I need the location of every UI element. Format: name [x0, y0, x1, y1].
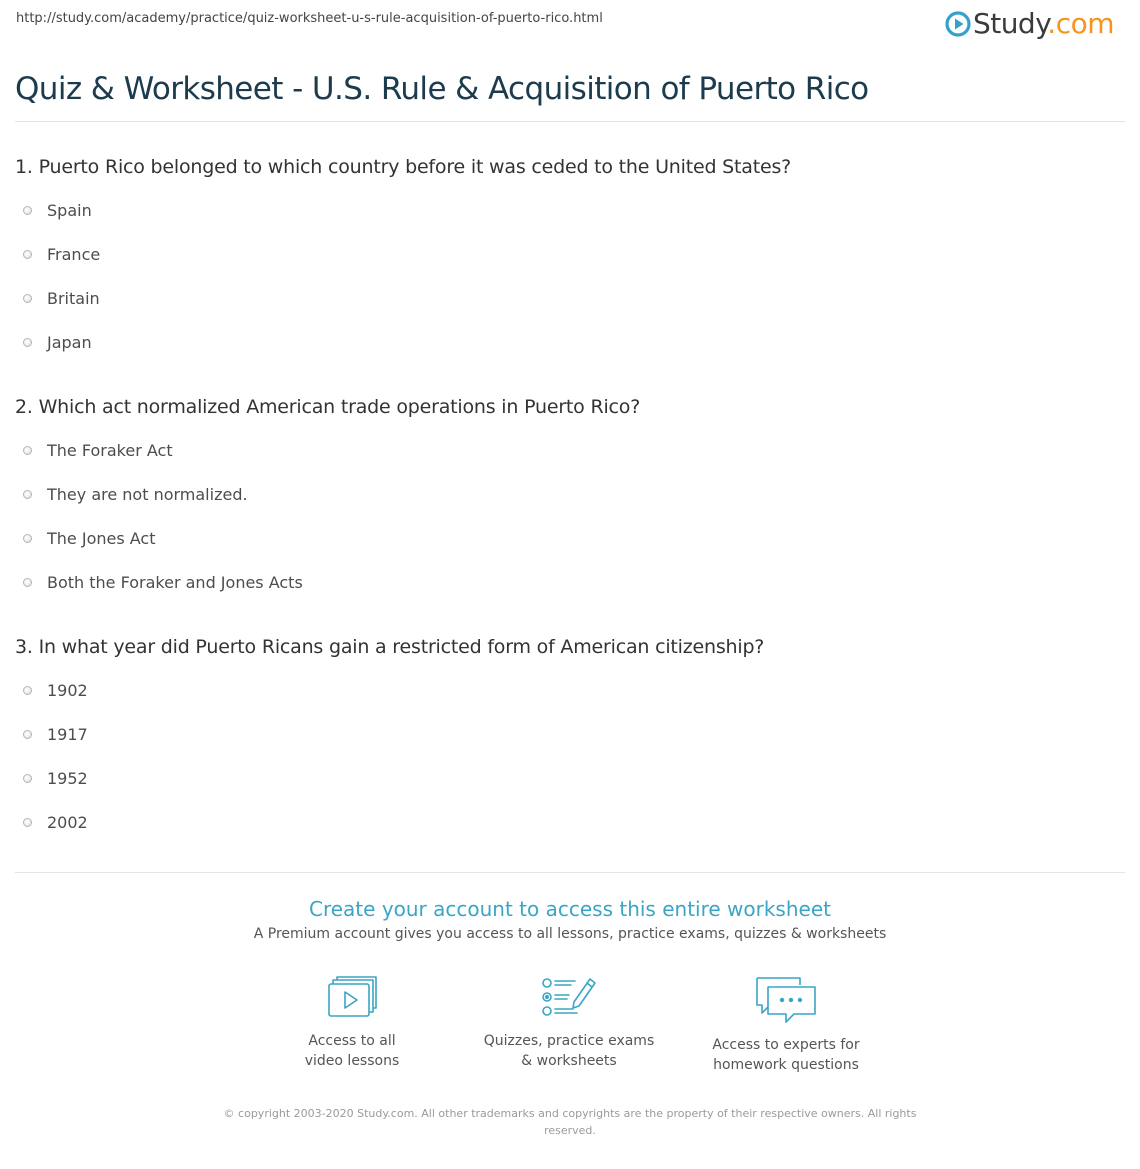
- question-text: 1. Puerto Rico belonged to which country before it was ceded to the United States?: [15, 156, 792, 178]
- radio-button[interactable]: [23, 774, 32, 783]
- answer-label: 1917: [47, 724, 88, 744]
- answer-option[interactable]: [23, 438, 173, 462]
- answer-label: They are not normalized.: [47, 484, 248, 504]
- answer-option[interactable]: [23, 286, 100, 310]
- logo-suffix: .com: [1047, 7, 1114, 40]
- page-title: Quiz & Worksheet - U.S. Rule & Acquisition of Puerto Rico: [15, 71, 869, 107]
- question-text: 2. Which act normalized American trade operations in Puerto Rico?: [15, 396, 641, 418]
- radio-button[interactable]: [23, 250, 32, 259]
- question-1: [15, 154, 1125, 352]
- play-circle-icon: [945, 11, 971, 37]
- answer-option[interactable]: [23, 198, 92, 222]
- feature-line-2: & worksheets: [521, 1053, 617, 1069]
- radio-button[interactable]: [23, 730, 32, 739]
- copyright-line-1: © copyright 2003-2020 Study.com. All other trademarks and copyrights are the property of their respective owners. All rights: [223, 1107, 917, 1120]
- answer-label: Both the Foraker and Jones Acts: [47, 572, 303, 592]
- page-url: http://study.com/academy/practice/quiz-worksheet-u-s-rule-acquisition-of-puerto-rico.html: [16, 11, 603, 26]
- section-divider: [15, 872, 1125, 873]
- answer-option[interactable]: [23, 330, 92, 354]
- feature-video-lessons: [252, 975, 452, 1071]
- answer-option[interactable]: [23, 678, 88, 702]
- study-logo[interactable]: [945, 7, 1114, 41]
- radio-button[interactable]: [23, 686, 32, 695]
- answer-label: Spain: [47, 200, 92, 220]
- feature-line-2: homework questions: [713, 1057, 859, 1073]
- logo-text: [973, 7, 1114, 41]
- question-2: [15, 394, 1125, 592]
- answer-label: The Foraker Act: [47, 440, 173, 460]
- radio-button[interactable]: [23, 818, 32, 827]
- header-divider: [15, 121, 1125, 122]
- radio-button[interactable]: [23, 578, 32, 587]
- radio-button[interactable]: [23, 294, 32, 303]
- radio-button[interactable]: [23, 490, 32, 499]
- feature-experts: [686, 975, 886, 1075]
- feature-line-1: Access to all: [308, 1033, 396, 1049]
- create-account-link[interactable]: Create your account to access this entire worksheet: [309, 897, 831, 921]
- radio-button[interactable]: [23, 206, 32, 215]
- answer-option[interactable]: [23, 570, 303, 594]
- feature-line-1: Access to experts for: [712, 1037, 860, 1053]
- chat-bubbles-icon: [754, 975, 818, 1025]
- radio-button[interactable]: [23, 338, 32, 347]
- feature-quizzes: [469, 975, 669, 1071]
- answer-label: The Jones Act: [47, 528, 156, 548]
- cta-subtitle: A Premium account gives you access to all lessons, practice exams, quizzes & worksheets: [253, 926, 887, 942]
- answer-option[interactable]: [23, 526, 156, 550]
- question-text: 3. In what year did Puerto Ricans gain a restricted form of American citizenship?: [15, 636, 765, 658]
- quiz-checklist-icon: [541, 975, 597, 1021]
- feature-line-1: Quizzes, practice exams: [483, 1033, 655, 1049]
- answer-option[interactable]: [23, 242, 100, 266]
- copyright-notice: [210, 1105, 930, 1139]
- answer-label: 2002: [47, 812, 88, 832]
- answer-option[interactable]: [23, 482, 248, 506]
- radio-button[interactable]: [23, 534, 32, 543]
- question-3: [15, 634, 1125, 832]
- answer-label: Japan: [47, 332, 92, 352]
- answer-label: 1952: [47, 768, 88, 788]
- feature-line-2: video lessons: [304, 1053, 400, 1069]
- video-lessons-icon: [326, 975, 378, 1021]
- answer-label: France: [47, 244, 101, 264]
- answer-option[interactable]: [23, 810, 88, 834]
- radio-button[interactable]: [23, 446, 32, 455]
- answer-option[interactable]: [23, 722, 88, 746]
- answer-label: Britain: [47, 288, 100, 308]
- logo-name: Study: [972, 7, 1048, 40]
- copyright-line-2: reserved.: [544, 1124, 596, 1137]
- answer-option[interactable]: [23, 766, 88, 790]
- answer-label: 1902: [47, 680, 88, 700]
